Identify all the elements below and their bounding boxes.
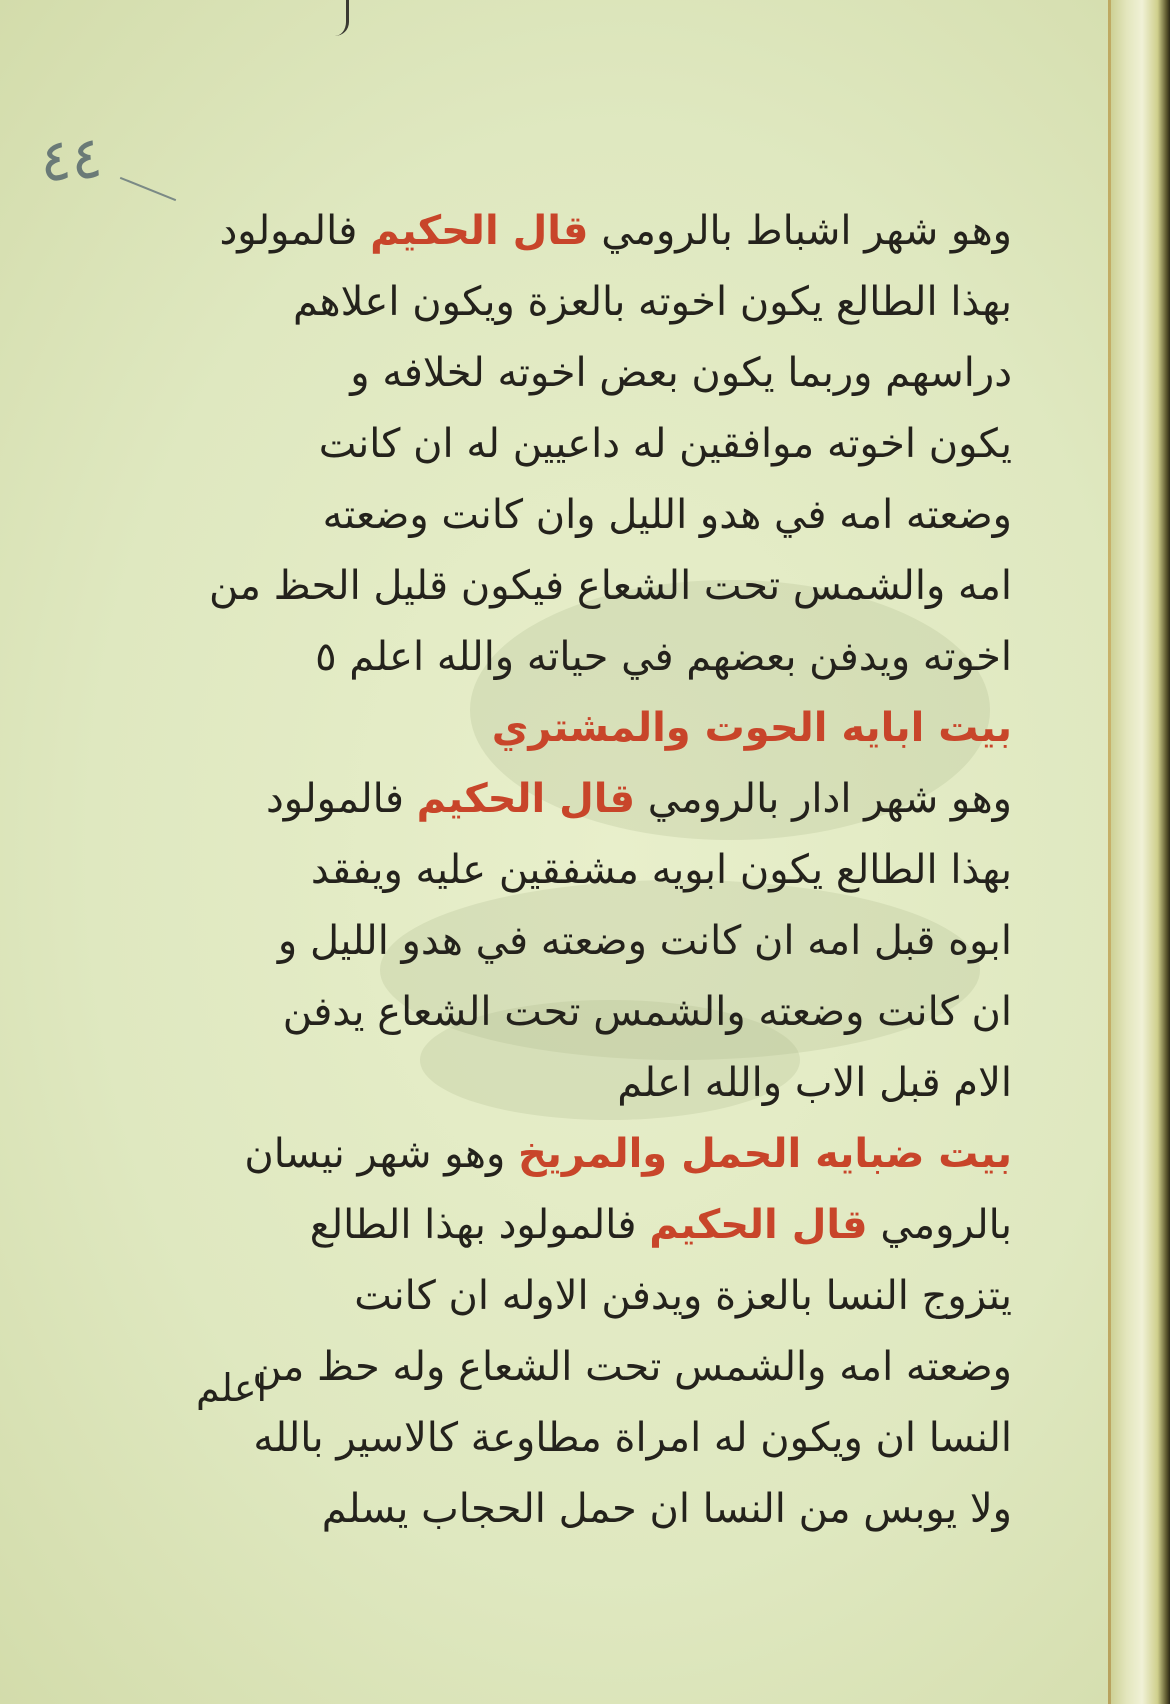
line-text: وضعته امه في هدو الليل وان كانت وضعته [322,492,1012,538]
line-text: وهو شهر اشباط بالرومي [601,208,1012,254]
manuscript-text [209,196,1012,1545]
text-line [270,1474,1012,1545]
text-line [252,1332,1012,1403]
line-text: يكون اخوته موافقين له داعيين له ان كانت [318,421,1012,467]
section-heading: بيت ضبايه الحمل والمريخ [518,1131,1012,1177]
text-line [270,622,1012,693]
line-text: ولا يوبس من النسا ان حمل الحجاب يسلم [321,1486,1012,1532]
text-line [270,1261,1012,1332]
section-heading-line [244,1119,1012,1190]
line-text: ان كانت وضعته والشمس تحت الشعاع يدفن [282,989,1012,1035]
line-text: وهو شهر نيسان [244,1131,506,1177]
line-text: دراسهم وربما يكون بعض اخوته لخلافه و [350,350,1012,396]
margin-note: اعلم [196,1366,268,1410]
book-gutter [1108,0,1170,1704]
rubric-text: قال الحكيم [416,776,636,822]
section-heading-line [270,693,1012,764]
text-line [265,764,1012,835]
line-text: فالمولود بهذا الطالع [309,1202,637,1248]
line-text: الام قبل الاب والله اعلم [617,1060,1012,1106]
line-text: اخوته ويدفن بعضهم في حياته والله اعلم ٥ [315,634,1012,680]
folio-number: ٤٤ [37,122,105,196]
gutter-edge [1108,0,1111,1704]
text-line [270,267,1012,338]
text-line [270,480,1012,551]
line-text: وضعته امه والشمس تحت الشعاع وله حظ من [252,1344,1012,1390]
text-line [209,551,1012,622]
text-line [253,1403,1012,1474]
line-text: النسا ان ويكون له امراة مطاوعة كالاسير بالله [253,1415,1012,1461]
text-line [219,196,1012,267]
line-text: ابوه قبل امه ان كانت وضعته في هدو الليل و [277,918,1012,964]
line-text: فالمولود [265,776,404,822]
text-line [270,338,1012,409]
line-text: بهذا الطالع يكون اخوته بالعزة ويكون اعلاهم [292,279,1012,325]
section-heading: بيت ابايه الحوت والمشتري [491,705,1012,751]
line-text: وهو شهر ادار بالرومي [647,776,1012,822]
text-line [270,1190,1012,1261]
line-text: امه والشمس تحت الشعاع فيكون قليل الحظ من [209,563,1012,609]
line-text: بالرومي [880,1202,1012,1248]
line-text: يتزوج النسا بالعزة ويدفن الاوله ان كانت [354,1273,1012,1319]
text-line [270,835,1012,906]
rubric-text: قال الحكيم [370,208,589,254]
text-line [270,906,1012,977]
text-line [270,977,1012,1048]
line-text: بهذا الطالع يكون ابويه مشفقين عليه ويفقد [310,847,1012,893]
text-line [270,409,1012,480]
line-text: فالمولود [219,208,358,254]
text-line [270,1048,1012,1119]
rubric-text: قال الحكيم [649,1202,868,1248]
